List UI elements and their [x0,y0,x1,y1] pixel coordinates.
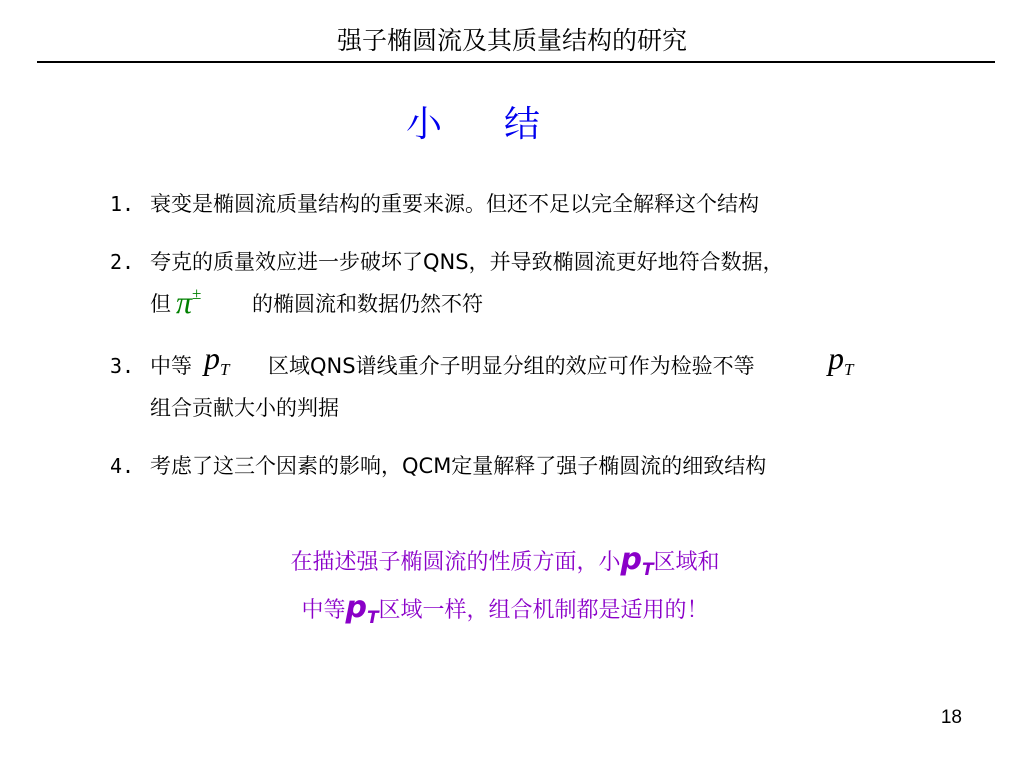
list-item-3 [110,340,854,380]
item-number: 2. [110,250,135,274]
conclusion-text-pre: 在描述强子椭圆流的性质方面，小 [290,550,621,575]
header-divider [37,61,995,63]
symbol-subscript: T [641,560,654,580]
conclusion-text-pre: 中等 [301,598,346,623]
item-number: 3. [110,354,135,378]
symbol-subscript: T [844,360,854,379]
pt-symbol [620,542,654,580]
item-text-pre: 但 [150,292,171,316]
pt-symbol [828,340,854,384]
conclusion-line-1 [0,542,1010,585]
conclusion-text-post: 区域一样，组合机制都是适用的！ [378,598,709,623]
symbol-superscript: ± [192,284,202,303]
pt-symbol [204,340,230,384]
item-text: 考虑了这三个因素的影响，QCM定量解释了强子椭圆流的细致结构 [150,454,767,478]
item-number: 4. [110,454,135,478]
list-item-4 [110,452,767,480]
pi-pm-symbol [176,280,202,320]
conclusion-text-post: 区域和 [653,550,720,575]
symbol-subscript: T [366,608,379,628]
page-number: 18 [940,707,962,728]
list-item-1 [110,190,759,218]
pt-symbol [345,590,379,628]
symbol-base: p [828,340,844,376]
item-text: 衰变是椭圆流质量结构的重要来源。但还不足以完全解释这个结构 [150,192,759,216]
item-text: 组合贡献大小的判据 [150,396,339,420]
slide-heading: 小结 [405,104,602,145]
symbol-base: π [176,284,193,320]
symbol-base: p [345,590,367,625]
item-text-post: 的椭圆流和数据仍然不符 [252,292,483,316]
symbol-base: p [204,340,220,376]
conclusion-line-2 [0,590,1010,633]
list-item-2 [110,248,784,276]
symbol-base: p [620,542,642,577]
item-text-pre: 中等 [150,354,192,378]
symbol-subscript: T [220,360,230,379]
item-number: 1. [110,192,135,216]
slide-header-title: 强子椭圆流及其质量结构的研究 [336,26,687,55]
item-text: 夸克的质量效应进一步破坏了QNS，并导致椭圆流更好地符合数据， [150,250,784,274]
item-text-mid: 区域QNS谱线重介子明显分组的效应可作为检验不等 [268,354,755,378]
